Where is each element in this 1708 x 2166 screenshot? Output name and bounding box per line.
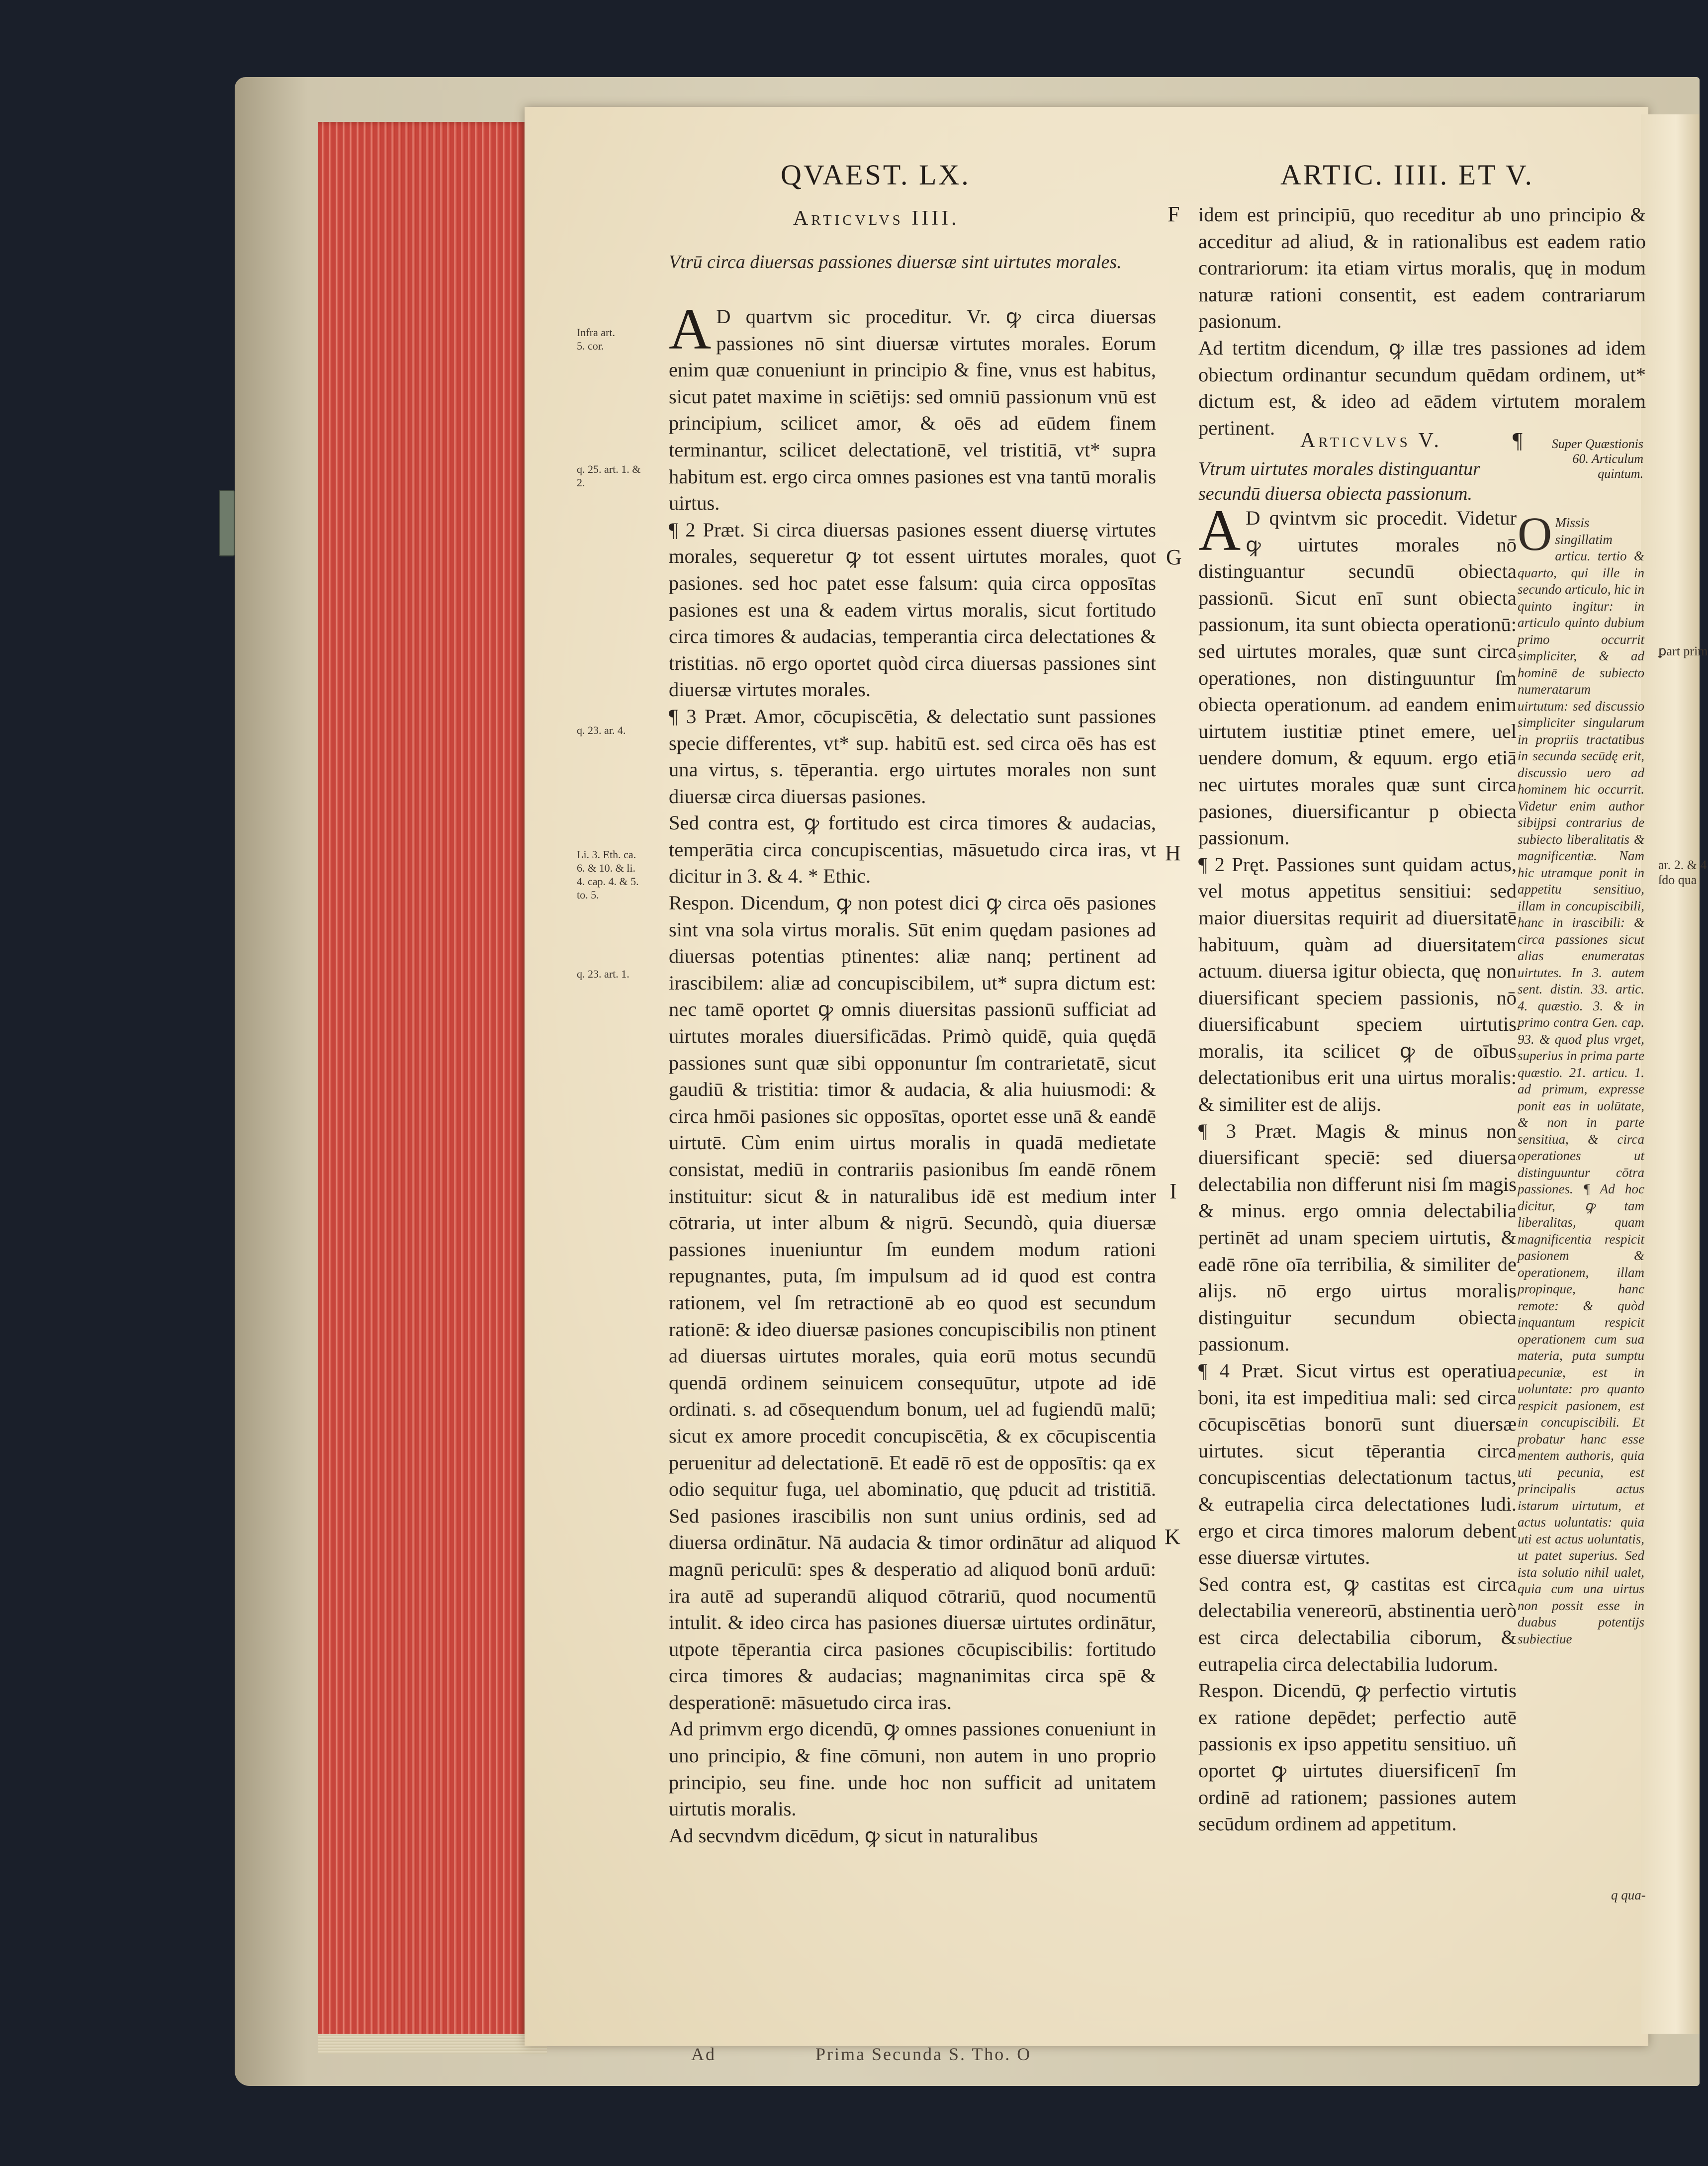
cutoff-note: ꝑart prim [1658, 644, 1708, 658]
section-letter-f: F [1168, 202, 1180, 226]
right-lead-paragraph: idem est principiū, quo receditur ab uno principio & acceditur ad aliud, & in rationalibus est eadem ratio contrariorum: ita etiam virtus moralis, quę in modum naturæ rationi consentit, est eadem contrariarum pasionum. [1198, 203, 1646, 333]
right-paragraph: ¶ 3 Præt. Magis & minus non diuersificant speciē: sed diuersa delectabilia non differunt nisi ſm magis & minus. ergo omnia delectabilia pertinēt ad unam speciem uirtutis, & eadē rōne oīa terribilia, & similiter de alijs. nō ergo uirtus moralis distinguitur secundum obiecta passionum. [1198, 1119, 1517, 1355]
right-paragraph: Respon. Dicendū, ꝙ perfectio virtutis ex ratione depēdet; perfectio autē passionis ex ipso appetitu sensitiuo. uñ oportet ꝙ uirtutes diuersificenī ſm ordinē ad rationem; passiones autem secūdum ordinem ad appetitum. [1198, 1679, 1517, 1835]
section-letter-i: I [1169, 1179, 1177, 1203]
facing-page-edge [1641, 114, 1700, 2034]
margin-note: q. 23. ar. 4. [577, 724, 626, 736]
catchword-left: Ad [691, 2044, 716, 2064]
left-column-text [669, 296, 1157, 2004]
section-letter-g: G [1166, 545, 1182, 569]
left-paragraph: Ad secvndvm dicēdum, ꝙ sicut in naturalibus [669, 1824, 1038, 1847]
clasp-top [219, 490, 235, 556]
margin-note: Li. 3. Eth. ca. 6. & 10. & li. 4. cap. 4. & 5. to. 5. [577, 848, 639, 901]
page-edges-bottom [318, 2034, 547, 2054]
section-letter-k: K [1165, 1525, 1180, 1549]
right-tertium-paragraph: Ad tertitm dicendum, ꝙ illæ tres passiones ad idem obiectum ordinantur secundum quēdam ordinem, ut* dictum est, & ideo ad eādem virtutem moralem pertinent. [1198, 336, 1646, 439]
cutoff-note: ſdo qua [1658, 873, 1697, 887]
left-paragraph: Respon. Dicendum, ꝙ non potest dici ꝙ circa oēs pasiones sint vna sola virtus moralis. Sūt enim quędam pasiones ad diuersas potentias ptinentes: aliæ nanq; pertinent ad irascibilem: aliæ ad concupiscibilem, ut* supra dictum est: nec tamē oportet ꝙ omnis diuersitas passionū sufficiat ad uirtutes morales diuersificādas. Primò quidē, quia quędā passiones sunt quæ sibi opponuntur ſm contrarietatē, sicut gaudiū & tristitia: timor & audacia, & alia huiusmodi: & circa hmōi pasiones sic opposītas, oportet esse unā & eandē uirtutē. Cùm enim uirtus moralis in quadā medietate consistat, mediū in contrariis pasionibus ſm eandē rōnem instituitur: sicut & in naturalibus idē est medium inter cōtraria, ut inter album & nigrū. Secundò, quia diuersæ passiones inueniuntur ſm eundem modum rationi repugnantes, puta, ſm impulsum ad id quod est contra rationem, vel ſm retractionē ab eo quod est secundum rationē: & ideo diuersæ pasiones concupiscibilis non ptinent ad diuersas uirtutes morales, quia eorū motus secundū quendā ordinem seinuicem consequūtur, utpote ad idē ordinati. s. ad cōsequendum bonum, uel ad fugiendū malū; sicut ex amore procedit concupiscētia, & ex cōcupiscentia peruenitur ad delectationē. Et eadē rō est de opposītis: qa ex odio sequitur fuga, uel abominatio, quę pducit ad tristitiā. Sed pasiones irascibilis non sunt unius ordinis, sed ad diuersa ordinātur. Nā audacia & timor ordinātur ad aliquod magnū periculū: spes & desperatio ad aliquod bonū arduū: ira autē ad superandū aliquod cōtrariū, quod nocumentū intulit. & ideo circa has pasiones diuersæ uirtutes ordinātur, utpote tēperantia circa pasiones cōcupiscibilis: fortitudo circa timores & audacias; magnanimitas circa spē & desperationē: māsuetudo circa iras. [669, 892, 1156, 1714]
gloss-text [1518, 507, 1644, 1890]
margin-note: q. 25. art. 1. & 2. [577, 463, 641, 489]
gloss-catchword: q qua- [1611, 1888, 1646, 1902]
article-question-v: Vtrum uirtutes morales distinguantur secundū diuersa obiecta passionum. [1198, 458, 1480, 504]
right-column-top [1198, 201, 1646, 439]
article-question-iv: Vtrū circa diuersas passiones diuersæ sint uirtutes morales. [669, 252, 1122, 272]
right-paragraph: Sed contra est, ꝙ castitas est circa delectabilia venereorū, abstinentia uerò est circa delectabilia ciborum, & eutrapelia circa delectabilia ludorum. [1198, 1572, 1517, 1675]
article-heading-iv: Articvlvs IIII. [793, 207, 960, 230]
gloss-initial-o: O [1518, 507, 1552, 560]
right-paragraph: ¶ 4 Præt. Sicut virtus est operatiua boni, ita est impeditiua mali: sed circa cōcupiscētias bonorū sunt diuersæ uirtutes. sicut tēperantia circa concupiscentias delectationum tactus, & eutrapelia circa delectationes ludi. ergo et circa timores malorum debent esse diuersæ virtutes. [1198, 1359, 1517, 1569]
gloss-heading: Super Quæstionis 60. Articulum quintum. [1551, 437, 1643, 481]
right-paragraph: ¶ 2 Pręt. Passiones sunt quidam actus, vel motus appetitus sensitiui: sed maior diuersitas requirit ad diuersitatē habituum, quàm ad diuersitatem actuum. diuersa igitur obiecta, quę non diuersificant speciem passionis, nō diuersificabunt speciem uirtutis moralis, ita scilicet ꝙ de oībus delectationibus erit una uirtus moralis: & similiter est de alijs. [1198, 853, 1517, 1116]
left-paragraph: ¶ 2 Præt. Si circa diuersas pasiones essent diuersę virtutes morales, sequeretur ꝙ tot essent uirtutes morales, quot pasiones. sed hoc patet esse falsum: quia circa opposītas pasiones est una & eadem virtus moralis, sicut fortitudo circa timores & audacias, temperantia circa delectationes & tristitias. nō ergo oportet quòd circa diuersas passiones sint diuersæ virtutes morales. [669, 518, 1156, 701]
running-head-right: ARTIC. IIII. ET V. [1280, 159, 1534, 191]
left-paragraph: ¶ 3 Præt. Amor, cōcupiscētia, & delectatio sunt passiones specie differentes, vt* sup. habitū est. sed circa oēs has est una virtus, s. tēperantia. ergo uirtutes morales non sunt diuersæ circa diuersas pasiones. [669, 705, 1156, 808]
red-page-edges [318, 122, 527, 2051]
cutoff-note: ar. 2. & 4 [1658, 858, 1707, 872]
article-heading-v: Articvlvs V. [1300, 429, 1442, 452]
running-head-left: QVAEST. LX. [781, 159, 971, 191]
left-paragraph: Sed contra est, ꝙ fortitudo est circa timores & audacias, temperātia circa concupiscentias, māsuetudo circa iras, vt dicitur in 3. & 4. * Ethic. [669, 812, 1156, 888]
drop-cap-a-right: A [1198, 498, 1241, 563]
drop-cap-a: A [669, 296, 712, 361]
right-paragraph: D qvintvm sic procedit. Videtur ꝙ uirtutes morales nō distinguantur secundū obiecta passionū. Sicut enī sunt obiecta passionum, ita sunt obiecta operationū: sed uirtutes morales, quæ sunt circa operationes, non distinguuntur ſm obiecta operationum. ad eandem enim uirtutem iustitiæ ptinet emere, uel uendere domum, & equum. ergo etiā nec uirtutes morales quæ sunt circa pasiones, diuersificantur p obiecta passionum. [1198, 507, 1517, 849]
left-paragraph: Ad primvm ergo dicendū, ꝙ omnes passiones conueniunt in uno principio, & fine cōmuni, non autem in uno proprio principio, seu fine. unde hoc non sufficit ad unitatem uirtutis moralis. [669, 1717, 1156, 1820]
signature-mark: Prima Secunda S. Tho. O [815, 2044, 1032, 2064]
margin-note: q. 23. art. 1. [577, 968, 629, 980]
gloss-paragraph-mark: ¶ [1513, 428, 1523, 452]
left-paragraph: D quartvm sic proceditur. Vr. ꝙ circa diuersas passiones nō sint diuersæ virtutes morales. Eorum enim quæ conueniunt in principio & fine, vnus est habitus, sicut patet maxime in sciētijs: sed omniū passionum vnū est principium, scilicet amor, & oēs ad eūdem finem terminantur, scilicet delectationē, vel tristitiā, vt* supra habitum est. ergo circa omnes pasiones est vna tantū moralis uirtus. [669, 305, 1157, 515]
gloss-body: Missis singillatim articu. tertio & quarto, qui ille in secundo articulo, hic in quinto ingitur: in articulo quinto dubium primo occurrit simpliciter, & ad hominē de subiecto numeratarum uirtutum: sed discussio simpliciter singularum in propriis tractatibus in secunda secūdę erit, discussio uero ad hominem hic occurrit. Videtur enim author sibijpsi contrarius de subiecto liberalitatis & magnificentiæ. Nam hic utramque ponit in appetitu sensitiuo, illam in concupiscibili, hanc in irascibili: & circa passiones sicut alias enumeratas uirtutes. In 3. autem sent. distin. 33. artic. 4. quæstio. 3. & in primo contra Gen. cap. 93. & quod plus vrget, superius in prima parte quæstio. 21. articu. 1. ad primum, expresse ponit eas in uolūtate, & non in parte sensitiua, & circa operationes ut distinguuntur cōtra passiones. ¶ Ad hoc dicitur, ꝙ tam liberalitas, quam magnificentia respicit pasionem & operationem, illam propinque, hanc remote: & quòd inquantum respicit operationem cum sua materia, puta sumptu pecuniæ, est in uoluntate: pro quanto respicit pasionem, est in concupiscibili. Et probatur hanc esse mentem authoris, quia uti pecunia, est principalis actus istarum uirtutum, et actus uoluntatis: quia uti est actus uoluntatis, ut patet superius. Sed ista solutio nihil ualet, quia cum una uirtus non possit esse in duabus potentijs subiectiue [1518, 515, 1644, 1646]
margin-note: Infra art. 5. cor. [577, 326, 615, 352]
section-letter-h: H [1165, 841, 1181, 865]
